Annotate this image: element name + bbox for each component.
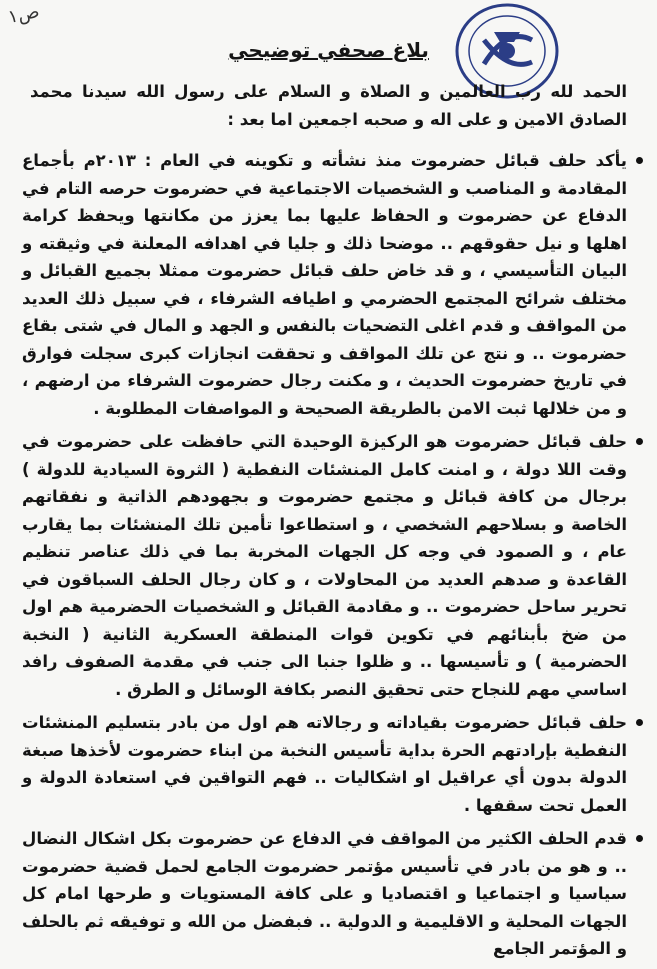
document-title: بلاغ صحفي توضيحي (228, 38, 429, 62)
bullet-icon (636, 835, 643, 842)
bullet-icon (636, 438, 643, 445)
bullet-text: حلف قبائل حضرموت بقياداته و رجالاته هم اول من بادر بتسليم المنشئات النفطية بإرادتهم الحرة بداية تأسيس النخبة من ابناء حضرموت لأخذها صبغة الدولة بدون أي عراقيل او اشكاليات .. فهم التواقين في استعادة الدولة و العمل تحت سقفها . (22, 713, 627, 815)
statement-list (22, 147, 627, 963)
bullet-icon (636, 157, 643, 164)
list-item (22, 147, 627, 422)
intro-paragraph: الحمد لله رب العالمين و الصلاة و السلام على رسول الله سيدنا محمد الصادق الامين و على اله و صحبه اجمعين اما بعد : (30, 82, 627, 129)
list-item (22, 428, 627, 703)
list-item (22, 825, 627, 963)
bullet-text: قدم الحلف الكثير من المواقف في الدفاع عن حضرموت بكل اشكال النضال .. و هو من بادر في تأسيس مؤتمر حضرموت الجامع لحمل قضية حضرموت سياسيا و اجتماعيا و اقتصاديا و على كافة المستويات و طرحها امام كل الجهات المحلية و الاقليمية و الدولية .. فبفضل من الله و توفيقه ثم بالحلف و المؤتمر الجامع (22, 829, 627, 958)
bullet-text: يأكد حلف قبائل حضرموت منذ نشأته و تكوينه في العام : ٢٠١٣م بأجماع المقادمة و المناصب و الشخصيات الاجتماعية في حضرموت حرصه التام في الدفاع عن حضرموت و الحفاظ عليها بما يعزز من مكانتها ويحفظ كرامة اهلها و نيل حقوقهم .. موضحا ذلك و جليا في اهدافه المعلنة في وثيقته و البيان التأسيسي ، و قد خاض حلف قبائل حضرموت ممثلا بجميع القبائل و مختلف شرائح المجتمع الحضرمي و اطيافه الشرفاء ، في سبيل ذلك العديد من المواقف و قدم اغلى التضحيات بالنفس و الجهد و المال في شتى بقاع حضرموت .. و نتج عن تلك المواقف و تحققت انجازات كبرى سجلت فوارق في تاريخ حضرموت الحديث ، و مكنت رجال حضرموت الشرفاء من ارضهم ، و من خلالها ثبت الامن بالطريقة الصحيحة و المواصفات المطلوبة . (22, 151, 627, 418)
bullet-icon (636, 719, 643, 726)
list-item (22, 709, 627, 819)
bullet-text: حلف قبائل حضرموت هو الركيزة الوحيدة التي حافظت على حضرموت في وقت اللا دولة ، و امنت كامل المنشئات النفطية ( الثروة السيادية للدولة ) برجال من كافة قبائل و مجتمع حضرموت و بجهودهم الذاتية و نفقاتهم الخاصة و بسلاحهم الشخصي ، و استطاعوا تأمين تلك المنشئات بما يقارب عام ، و الصمود في وجه كل الجهات المخربة بما في ذلك عناصر تنظيم القاعدة و صدهم العديد من المحاولات ، و كان رجال الحلف السباقون في تحرير ساحل حضرموت .. و مقادمة القبائل و الشخصيات الحضرمية هم اول من ضخ بأبنائهم في تكوين قوات المنطقة العسكرية الثانية ( النخبة الحضرمية ) و تأسيسها .. و ظلوا جنبا الى جنب في مقدمة الصفوف رافد اساسي مهم للنجاح حتى تحقيق النصر بكافة الوسائل و الطرق . (22, 432, 627, 699)
document-body (22, 78, 627, 969)
page-number-mark: ص١ (6, 0, 42, 29)
